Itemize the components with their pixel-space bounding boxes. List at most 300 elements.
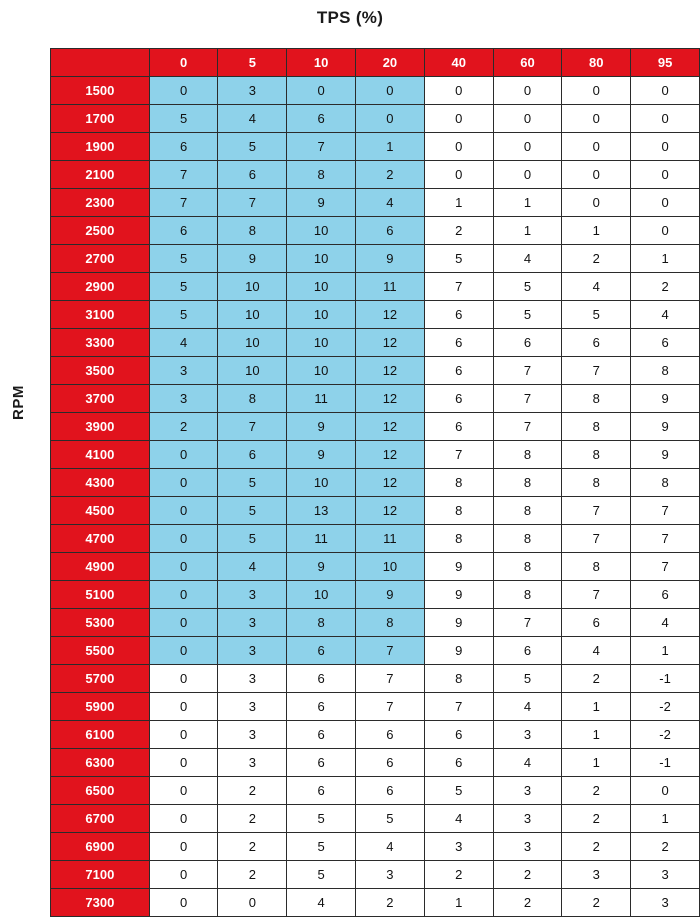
table-cell: 9 — [631, 441, 700, 469]
row-header: 1700 — [51, 105, 150, 133]
column-header: 60 — [493, 49, 562, 77]
table-cell: 10 — [218, 329, 287, 357]
table-cell: 0 — [287, 77, 356, 105]
table-cell: 4 — [218, 553, 287, 581]
table-row — [51, 721, 700, 749]
table-cell: 2 — [562, 245, 631, 273]
table-cell: 3 — [218, 77, 287, 105]
table-cell: 7 — [631, 553, 700, 581]
table-cell: 7 — [149, 189, 218, 217]
table-cell: 12 — [356, 329, 425, 357]
row-header: 4300 — [51, 469, 150, 497]
table-cell: 0 — [149, 889, 218, 917]
table-cell: 12 — [356, 301, 425, 329]
table-cell: 12 — [356, 497, 425, 525]
table-cell: 2 — [562, 833, 631, 861]
table-cell: 2 — [356, 161, 425, 189]
table-cell: 0 — [631, 133, 700, 161]
table-cell: 0 — [424, 161, 493, 189]
table-cell: 4 — [493, 749, 562, 777]
column-header: 10 — [287, 49, 356, 77]
table-cell: 9 — [631, 385, 700, 413]
row-header: 3500 — [51, 357, 150, 385]
table-cell: 6 — [287, 749, 356, 777]
table-cell: 2 — [218, 777, 287, 805]
table-cell: 5 — [356, 805, 425, 833]
table-cell: 8 — [493, 581, 562, 609]
table-row — [51, 301, 700, 329]
table-cell: 7 — [562, 497, 631, 525]
table-cell: 12 — [356, 357, 425, 385]
table-cell: 0 — [149, 861, 218, 889]
table-corner-cell — [51, 49, 150, 77]
table-cell: 10 — [287, 329, 356, 357]
table-cell: 3 — [218, 665, 287, 693]
table-cell: 6 — [149, 133, 218, 161]
table-cell: 7 — [218, 413, 287, 441]
table-cell: 2 — [356, 889, 425, 917]
table-cell: 5 — [218, 133, 287, 161]
row-header: 2100 — [51, 161, 150, 189]
row-header: 2300 — [51, 189, 150, 217]
table-cell: 0 — [149, 497, 218, 525]
table-cell: 7 — [424, 441, 493, 469]
row-header: 5900 — [51, 693, 150, 721]
table-cell: 5 — [149, 273, 218, 301]
table-header-row — [51, 49, 700, 77]
table-cell: 6 — [493, 637, 562, 665]
table-cell: 1 — [356, 133, 425, 161]
table-cell: 6 — [218, 441, 287, 469]
table-cell: 5 — [218, 525, 287, 553]
table-row — [51, 777, 700, 805]
row-header: 6700 — [51, 805, 150, 833]
table-cell: 5 — [424, 245, 493, 273]
row-header: 3900 — [51, 413, 150, 441]
table-cell: 9 — [287, 553, 356, 581]
table-cell: 0 — [149, 665, 218, 693]
table-cell: 3 — [149, 357, 218, 385]
table-cell: 9 — [287, 413, 356, 441]
table-cell: 6 — [149, 217, 218, 245]
table-cell: 3 — [149, 385, 218, 413]
row-header: 2900 — [51, 273, 150, 301]
table-cell: 3 — [218, 721, 287, 749]
table-cell: 10 — [287, 357, 356, 385]
table-cell: 9 — [424, 553, 493, 581]
table-cell: 7 — [631, 525, 700, 553]
table-cell: 6 — [631, 581, 700, 609]
row-header: 3700 — [51, 385, 150, 413]
table-cell: 0 — [493, 77, 562, 105]
table-cell: 12 — [356, 385, 425, 413]
table-cell: 2 — [218, 861, 287, 889]
table-cell: 0 — [149, 637, 218, 665]
table-cell: 5 — [149, 245, 218, 273]
table-cell: 1 — [562, 693, 631, 721]
tps-rpm-table — [50, 48, 700, 917]
table-cell: 7 — [493, 413, 562, 441]
table-cell: 0 — [631, 105, 700, 133]
table-cell: 7 — [356, 637, 425, 665]
table-cell: 0 — [631, 161, 700, 189]
table-cell: 1 — [631, 637, 700, 665]
table-row — [51, 553, 700, 581]
table-cell: 8 — [424, 469, 493, 497]
column-header: 40 — [424, 49, 493, 77]
table-row — [51, 217, 700, 245]
table-cell: 7 — [424, 693, 493, 721]
table-cell: 13 — [287, 497, 356, 525]
table-cell: 5 — [562, 301, 631, 329]
row-header: 6900 — [51, 833, 150, 861]
table-cell: 0 — [218, 889, 287, 917]
table-cell: 0 — [631, 217, 700, 245]
table-row — [51, 189, 700, 217]
table-row — [51, 161, 700, 189]
table-cell: 6 — [287, 637, 356, 665]
table-row — [51, 889, 700, 917]
table-cell: 2 — [493, 861, 562, 889]
row-header: 7100 — [51, 861, 150, 889]
table-cell: 1 — [493, 189, 562, 217]
table-row — [51, 497, 700, 525]
table-cell: 2 — [493, 889, 562, 917]
table-cell: 3 — [218, 609, 287, 637]
table-cell: 5 — [287, 861, 356, 889]
table-cell: 6 — [562, 329, 631, 357]
table-cell: 6 — [562, 609, 631, 637]
table-cell: 0 — [149, 441, 218, 469]
table-row — [51, 105, 700, 133]
table-cell: 6 — [424, 721, 493, 749]
table-row — [51, 861, 700, 889]
row-header: 2500 — [51, 217, 150, 245]
table-cell: 7 — [631, 497, 700, 525]
table-cell: -2 — [631, 693, 700, 721]
table-cell: 0 — [424, 77, 493, 105]
table-cell: 1 — [424, 889, 493, 917]
table-cell: 0 — [149, 553, 218, 581]
table-cell: 0 — [424, 133, 493, 161]
table-cell: 6 — [356, 721, 425, 749]
table-cell: 4 — [356, 189, 425, 217]
table-cell: 0 — [149, 77, 218, 105]
table-cell: -1 — [631, 665, 700, 693]
table-cell: 0 — [149, 749, 218, 777]
table-cell: 8 — [493, 497, 562, 525]
table-cell: 5 — [149, 301, 218, 329]
table-cell: 3 — [218, 693, 287, 721]
table-cell: 10 — [218, 357, 287, 385]
row-header: 4100 — [51, 441, 150, 469]
table-cell: 0 — [562, 77, 631, 105]
table-body — [51, 77, 700, 917]
table-row — [51, 357, 700, 385]
row-header: 5500 — [51, 637, 150, 665]
table-cell: 0 — [149, 805, 218, 833]
table-cell: 9 — [287, 441, 356, 469]
table-cell: 4 — [493, 245, 562, 273]
table-cell: 11 — [356, 273, 425, 301]
chart-title: TPS (%) — [316, 8, 384, 27]
table-cell: 6 — [356, 777, 425, 805]
row-header: 1900 — [51, 133, 150, 161]
table-cell: 2 — [149, 413, 218, 441]
table-cell: 4 — [562, 273, 631, 301]
table-cell: 4 — [287, 889, 356, 917]
table-cell: 8 — [424, 525, 493, 553]
table-cell: 11 — [356, 525, 425, 553]
row-header: 1500 — [51, 77, 150, 105]
table-cell: 6 — [287, 777, 356, 805]
table-cell: 9 — [424, 637, 493, 665]
table-row — [51, 441, 700, 469]
table-cell: 0 — [149, 581, 218, 609]
table-cell: 9 — [424, 609, 493, 637]
table-cell: 10 — [287, 245, 356, 273]
table-cell: 8 — [493, 525, 562, 553]
table-cell: 0 — [149, 777, 218, 805]
table-cell: 7 — [287, 133, 356, 161]
table-cell: 6 — [424, 357, 493, 385]
table-cell: 11 — [287, 525, 356, 553]
table-cell: 8 — [562, 553, 631, 581]
table-cell: 3 — [218, 637, 287, 665]
table-cell: 9 — [631, 413, 700, 441]
table-row — [51, 637, 700, 665]
table-cell: 0 — [424, 105, 493, 133]
table-cell: 5 — [287, 833, 356, 861]
table-cell: 5 — [287, 805, 356, 833]
table-cell: 3 — [631, 861, 700, 889]
table-cell: 0 — [631, 77, 700, 105]
table-row — [51, 805, 700, 833]
table-row — [51, 581, 700, 609]
table-cell: 0 — [562, 105, 631, 133]
table-cell: 2 — [562, 777, 631, 805]
table-cell: 6 — [287, 105, 356, 133]
table-cell: 1 — [562, 721, 631, 749]
table-row — [51, 413, 700, 441]
table-row — [51, 749, 700, 777]
table-cell: 6 — [356, 217, 425, 245]
table-cell: 0 — [356, 105, 425, 133]
table-cell: 8 — [493, 469, 562, 497]
table-cell: 0 — [562, 161, 631, 189]
table-cell: 2 — [424, 217, 493, 245]
table-cell: 0 — [149, 525, 218, 553]
table-cell: 8 — [424, 497, 493, 525]
table-cell: 8 — [287, 609, 356, 637]
table-cell: 0 — [149, 609, 218, 637]
table-cell: 10 — [218, 273, 287, 301]
table-cell: 9 — [287, 189, 356, 217]
table-row — [51, 329, 700, 357]
table-cell: 0 — [493, 161, 562, 189]
column-header: 20 — [356, 49, 425, 77]
table-cell: 8 — [218, 385, 287, 413]
table-cell: 7 — [149, 161, 218, 189]
table-cell: 8 — [562, 469, 631, 497]
table-cell: 6 — [424, 749, 493, 777]
table-cell: 6 — [287, 665, 356, 693]
table-cell: 5 — [149, 105, 218, 133]
table-cell: 6 — [424, 413, 493, 441]
table-cell: 2 — [218, 805, 287, 833]
table-cell: 6 — [218, 161, 287, 189]
table-cell: 2 — [631, 273, 700, 301]
table-cell: 8 — [631, 357, 700, 385]
table-cell: 10 — [287, 273, 356, 301]
table-cell: -1 — [631, 749, 700, 777]
table-cell: 5 — [218, 469, 287, 497]
table-cell: 5 — [218, 497, 287, 525]
table-cell: 0 — [631, 777, 700, 805]
table-cell: 0 — [562, 189, 631, 217]
table-cell: 0 — [493, 133, 562, 161]
column-header: 0 — [149, 49, 218, 77]
table-cell: 8 — [562, 385, 631, 413]
table-cell: 12 — [356, 413, 425, 441]
table-cell: 9 — [424, 581, 493, 609]
table-row — [51, 385, 700, 413]
table-cell: 0 — [356, 77, 425, 105]
table-cell: 6 — [287, 721, 356, 749]
table-cell: 8 — [562, 441, 631, 469]
table-cell: 7 — [562, 581, 631, 609]
table-cell: -2 — [631, 721, 700, 749]
table-cell: 3 — [493, 777, 562, 805]
table-cell: 7 — [493, 609, 562, 637]
table-cell: 6 — [356, 749, 425, 777]
table-cell: 8 — [493, 441, 562, 469]
table-row — [51, 693, 700, 721]
table-cell: 0 — [149, 693, 218, 721]
row-header: 4900 — [51, 553, 150, 581]
data-table-container — [50, 48, 700, 917]
table-cell: 10 — [287, 217, 356, 245]
table-cell: 2 — [424, 861, 493, 889]
table-cell: 8 — [287, 161, 356, 189]
table-cell: 4 — [356, 833, 425, 861]
table-cell: 10 — [356, 553, 425, 581]
table-cell: 6 — [424, 301, 493, 329]
table-cell: 10 — [287, 469, 356, 497]
table-row — [51, 665, 700, 693]
table-cell: 4 — [631, 609, 700, 637]
table-cell: 8 — [218, 217, 287, 245]
table-cell: 0 — [631, 189, 700, 217]
table-cell: 8 — [356, 609, 425, 637]
table-row — [51, 525, 700, 553]
table-cell: 6 — [287, 693, 356, 721]
table-cell: 6 — [424, 385, 493, 413]
table-cell: 0 — [493, 105, 562, 133]
table-cell: 9 — [356, 245, 425, 273]
table-cell: 0 — [149, 721, 218, 749]
table-cell: 12 — [356, 441, 425, 469]
table-cell: 5 — [493, 301, 562, 329]
table-cell: 1 — [493, 217, 562, 245]
row-header: 3300 — [51, 329, 150, 357]
table-row — [51, 245, 700, 273]
table-cell: 4 — [218, 105, 287, 133]
table-cell: 4 — [562, 637, 631, 665]
table-cell: 6 — [424, 329, 493, 357]
table-row — [51, 77, 700, 105]
table-cell: 7 — [218, 189, 287, 217]
table-cell: 5 — [493, 665, 562, 693]
table-cell: 10 — [287, 581, 356, 609]
table-cell: 6 — [493, 329, 562, 357]
table-cell: 7 — [424, 273, 493, 301]
table-cell: 3 — [356, 861, 425, 889]
table-cell: 8 — [562, 413, 631, 441]
row-header: 6500 — [51, 777, 150, 805]
table-cell: 2 — [562, 665, 631, 693]
table-cell: 8 — [631, 469, 700, 497]
table-cell: 3 — [493, 805, 562, 833]
table-cell: 2 — [631, 833, 700, 861]
table-cell: 1 — [562, 749, 631, 777]
y-axis-label: RPM — [10, 385, 27, 420]
table-cell: 0 — [149, 833, 218, 861]
table-row — [51, 133, 700, 161]
table-cell: 11 — [287, 385, 356, 413]
table-cell: 6 — [631, 329, 700, 357]
table-cell: 3 — [493, 833, 562, 861]
table-cell: 5 — [424, 777, 493, 805]
table-row — [51, 609, 700, 637]
row-header: 4500 — [51, 497, 150, 525]
table-cell: 2 — [562, 889, 631, 917]
table-cell: 7 — [562, 357, 631, 385]
table-header — [51, 49, 700, 77]
row-header: 3100 — [51, 301, 150, 329]
row-header: 5100 — [51, 581, 150, 609]
row-header: 5300 — [51, 609, 150, 637]
row-header: 6300 — [51, 749, 150, 777]
table-cell: 7 — [562, 525, 631, 553]
table-cell: 0 — [149, 469, 218, 497]
table-cell: 1 — [631, 805, 700, 833]
table-row — [51, 833, 700, 861]
table-cell: 4 — [631, 301, 700, 329]
table-cell: 12 — [356, 469, 425, 497]
table-cell: 7 — [356, 665, 425, 693]
table-cell: 3 — [493, 721, 562, 749]
table-cell: 3 — [424, 833, 493, 861]
table-cell: 4 — [149, 329, 218, 357]
table-cell: 1 — [631, 245, 700, 273]
table-cell: 1 — [424, 189, 493, 217]
table-cell: 2 — [218, 833, 287, 861]
row-header: 5700 — [51, 665, 150, 693]
table-cell: 1 — [562, 217, 631, 245]
row-header: 6100 — [51, 721, 150, 749]
table-row — [51, 273, 700, 301]
table-cell: 8 — [424, 665, 493, 693]
table-cell: 5 — [493, 273, 562, 301]
table-cell: 7 — [356, 693, 425, 721]
table-cell: 3 — [631, 889, 700, 917]
table-cell: 4 — [493, 693, 562, 721]
table-cell: 2 — [562, 805, 631, 833]
table-cell: 10 — [287, 301, 356, 329]
table-cell: 8 — [493, 553, 562, 581]
table-cell: 7 — [493, 385, 562, 413]
